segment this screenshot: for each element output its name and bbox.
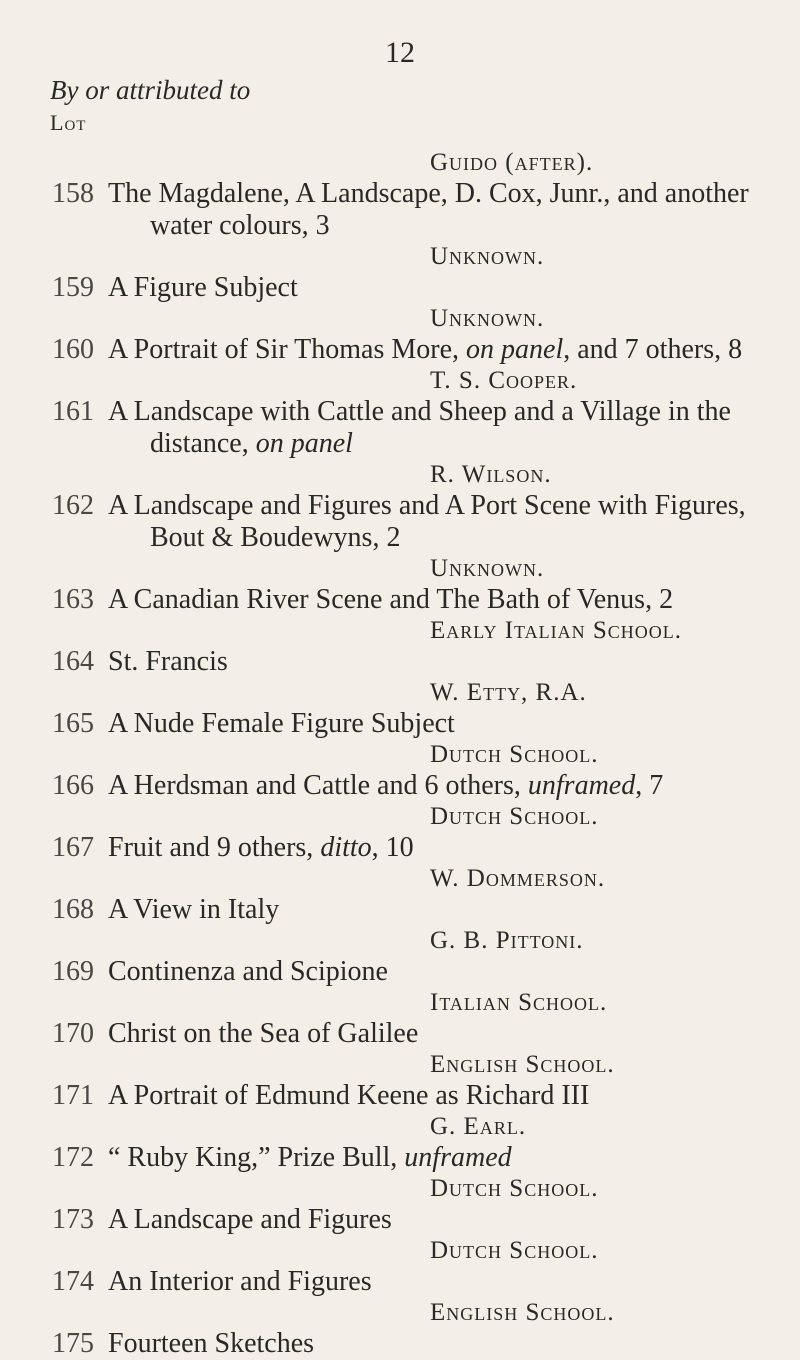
lot-description-continuation (0, 210, 800, 242)
lot-description (108, 334, 742, 366)
lot-description (108, 490, 746, 522)
description-part: Christ on the Sea of Galilee (108, 1018, 419, 1049)
lot-description (108, 1328, 314, 1360)
artist-attribution: Guido (after). (430, 149, 594, 176)
lot-number: 171 (52, 1080, 94, 1111)
lot-description (108, 1266, 372, 1298)
description-part: A Herdsman and Cattle and 6 others, (108, 770, 528, 801)
page-heading: By or attributed to (50, 75, 251, 105)
lot-description-continuation (0, 522, 800, 554)
lot-description (108, 1018, 418, 1050)
description-part: An Interior and Figures (108, 1266, 372, 1297)
lot-entry (0, 1112, 800, 1174)
description-italic-part: ditto (320, 832, 372, 863)
lot-description (108, 646, 228, 678)
description-part: , and 7 others, 8 (563, 334, 743, 365)
lot-description (108, 1204, 392, 1236)
lot-entry (0, 678, 800, 740)
description-part: A Nude Female Figure Subject (108, 708, 455, 739)
lot-number: 169 (52, 956, 94, 987)
lot-description (108, 1080, 589, 1112)
lot-number: 161 (52, 396, 94, 427)
lot-entry (0, 926, 800, 988)
description-italic-part: on panel (466, 334, 564, 365)
artist-attribution: English School. (430, 1051, 615, 1078)
description-part: A Figure Subject (108, 272, 298, 303)
lot-entry (0, 1236, 800, 1298)
description-part: , 7 (635, 770, 664, 801)
description-italic-part: unframed (404, 1142, 512, 1173)
description-part: A Landscape with Cattle and Sheep and a Village in the (108, 396, 731, 427)
description-part: St. Francis (108, 646, 228, 677)
lot-number: 170 (52, 1018, 94, 1049)
lot-entry (0, 366, 800, 460)
lot-description-continuation (0, 428, 800, 460)
artist-attribution: W. Etty, R.A. (430, 679, 587, 706)
lot-entry (0, 304, 800, 366)
artist-attribution: Unknown. (430, 555, 545, 582)
continuation-part: water colours, 3 (150, 210, 330, 241)
description-part: “ Ruby King,” Prize Bull, (108, 1142, 405, 1173)
description-part: A Canadian River Scene and The Bath of Venus, 2 (108, 584, 674, 615)
artist-attribution: Early Italian School. (430, 617, 682, 644)
artist-attribution: G. B. Pittoni. (430, 927, 584, 954)
artist-attribution: Dutch School. (430, 1237, 599, 1264)
lot-entry (0, 1050, 800, 1112)
page-number: 12 (385, 36, 415, 69)
description-part: The Magdalene, A Landscape, D. Cox, Junr., and another (108, 178, 749, 209)
lot-entry (0, 242, 800, 304)
description-part: A View in Italy (108, 894, 280, 925)
lot-number: 158 (52, 178, 94, 209)
description-part: Fruit and 9 others, (108, 832, 321, 863)
description-part: Fourteen Sketches (108, 1328, 315, 1359)
lot-number: 162 (52, 490, 94, 521)
lot-entry (0, 740, 800, 802)
lot-entry (0, 616, 800, 678)
artist-attribution: T. S. Cooper. (430, 367, 578, 394)
lot-description (108, 1142, 512, 1174)
lot-number: 174 (52, 1266, 94, 1297)
lot-entry (0, 864, 800, 926)
lot-description (108, 272, 298, 304)
artist-attribution: Dutch School. (430, 803, 599, 830)
artist-attribution: R. Wilson. (430, 461, 552, 488)
lot-number: 160 (52, 334, 94, 365)
lot-description (108, 708, 455, 740)
description-part: A Portrait of Sir Thomas More, (108, 334, 467, 365)
lot-number: 173 (52, 1204, 94, 1235)
lot-number: 166 (52, 770, 94, 801)
lot-description (108, 956, 388, 988)
lot-entry (0, 1298, 800, 1360)
lot-number: 159 (52, 272, 94, 303)
lot-description (108, 832, 414, 864)
lot-description (108, 770, 663, 802)
artist-attribution: G. Earl. (430, 1113, 527, 1140)
lot-description (108, 584, 673, 616)
lot-column-label: Lot (50, 110, 87, 135)
description-part: A Portrait of Edmund Keene as Richard III (108, 1080, 590, 1111)
description-part: Continenza and Scipione (108, 956, 388, 987)
lot-entry (0, 1174, 800, 1236)
lot-entry (0, 988, 800, 1050)
lot-entry (0, 148, 800, 242)
description-part: A Landscape and Figures (108, 1204, 392, 1235)
lot-description (108, 396, 731, 428)
artist-attribution: Unknown. (430, 305, 545, 332)
continuation-part: distance, (150, 428, 256, 459)
lot-number: 164 (52, 646, 94, 677)
lot-number: 167 (52, 832, 94, 863)
lot-number: 165 (52, 708, 94, 739)
lot-list (0, 148, 800, 1360)
description-italic-part: unframed (527, 770, 636, 801)
lot-entry (0, 554, 800, 616)
continuation-part: Bout & Boudewyns, 2 (150, 522, 401, 553)
lot-number: 168 (52, 894, 94, 925)
artist-attribution: English School. (430, 1299, 615, 1326)
lot-entry (0, 802, 800, 864)
artist-attribution: Dutch School. (430, 741, 599, 768)
artist-attribution: Unknown. (430, 243, 545, 270)
artist-attribution: W. Dommerson. (430, 865, 606, 892)
description-part: , 10 (371, 832, 414, 863)
artist-attribution: Italian School. (430, 989, 608, 1016)
lot-number: 163 (52, 584, 94, 615)
lot-description (108, 894, 279, 926)
continuation-part: on panel (255, 428, 353, 459)
lot-number: 175 (52, 1328, 94, 1359)
artist-attribution: Dutch School. (430, 1175, 599, 1202)
description-part: A Landscape and Figures and A Port Scene with Figures, (108, 490, 746, 521)
lot-description (108, 178, 749, 210)
lot-number: 172 (52, 1142, 94, 1173)
lot-entry (0, 460, 800, 554)
